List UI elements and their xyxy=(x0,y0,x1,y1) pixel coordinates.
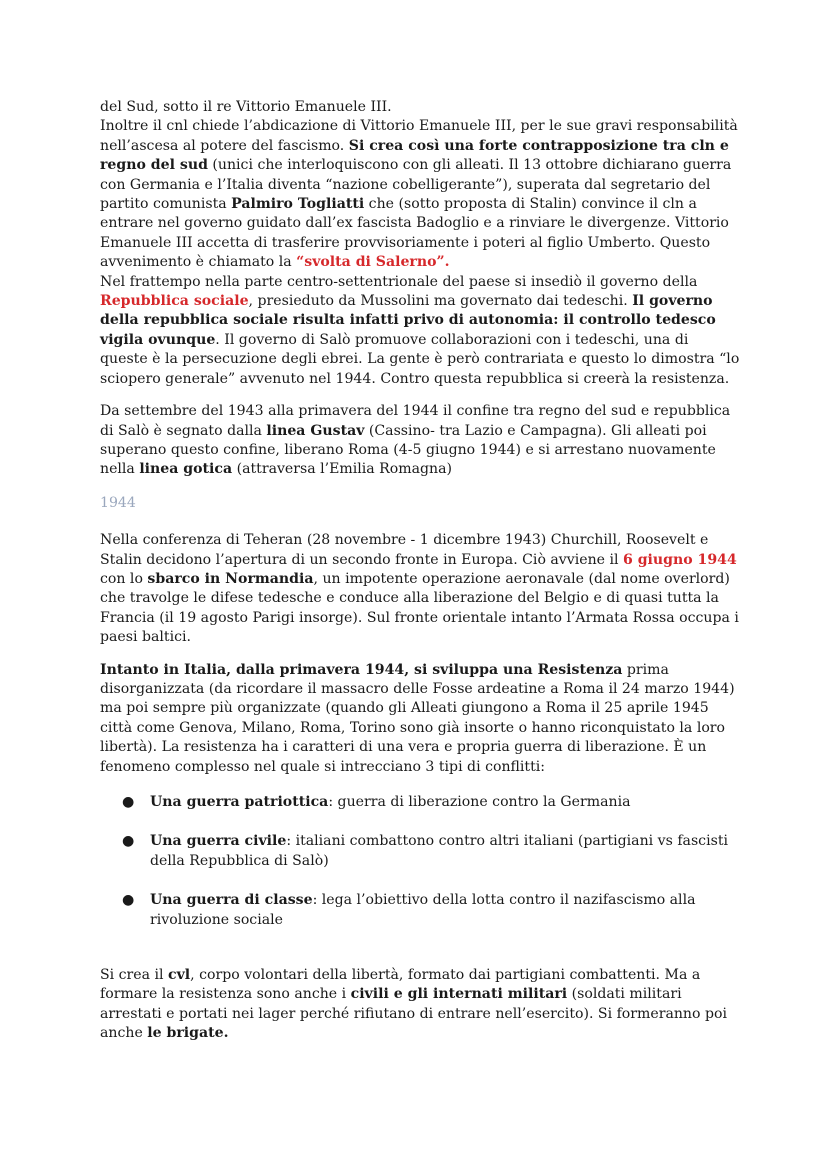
text: . Il governo di Salò promuove collaborazioni con i tedeschi, una di queste è la persecuzione degli ebrei. La gente è però contrariata e questo lo dimostra “lo sciopero generale” avvenuto nel 1944. Contro questa repubblica si creerà la resistenza. xyxy=(100,331,740,387)
bold-text: le brigate. xyxy=(147,1025,229,1042)
paragraph-resistenza xyxy=(100,661,740,777)
list-item xyxy=(100,793,740,812)
paragraph-normandia xyxy=(100,531,740,647)
text: : guerra di liberazione contro la Germania xyxy=(328,794,631,810)
bold-text: Si crea così una forte contrapposizione tra cln e regno del sud xyxy=(100,137,729,174)
bold-text: civili e gli internati militari xyxy=(350,986,568,1003)
text: Nel frattempo nella parte centro-settentrionale del paese si insediò il governo della xyxy=(100,273,698,290)
bold-text: Il governo della repubblica sociale risulta infatti privo di autonomia: il controllo tedesco vigila ovunque xyxy=(100,293,716,348)
text: (attraversa l’Emilia Romagna) xyxy=(232,461,453,478)
bold-text: Una guerra di classe xyxy=(150,892,313,909)
text: Nella conferenza di Teheran (28 novembre - 1 dicembre 1943) Churchill, Roosevelt e Stalin decidono l’apertura di un secondo fronte in Europa. Ciò avviene il xyxy=(100,532,709,568)
paragraph-cln xyxy=(100,98,740,389)
text: : italiani combattono contro altri italiani (partigiani vs fascisti della Repubblica di Salò) xyxy=(150,833,728,869)
text: Da settembre del 1943 alla primavera del 1944 il confine tra regno del sud e repubblica di Salò è segnato dalla xyxy=(100,403,731,439)
text: , corpo volontari della libertà, formato dai partigiani combattenti. Ma a formare la resistenza sono anche i xyxy=(100,967,701,1003)
bold-text: Una guerra civile xyxy=(150,833,287,850)
paragraph-cvl xyxy=(100,966,740,1044)
bold-text: cvl xyxy=(168,967,191,984)
document-page xyxy=(100,98,740,1044)
paragraph-gustav xyxy=(100,402,740,480)
highlight-text: 6 giugno 1944 xyxy=(622,551,737,568)
text: Inoltre il cnl chiede l’abdicazione di Vittorio Emanuele III, per le sue gravi responsabilità nell’ascesa al potere del fascismo. xyxy=(100,118,738,154)
text: , presieduto da Mussolini ma governato dai tedeschi. xyxy=(248,293,633,310)
bullet-icon: ● xyxy=(122,833,135,850)
bold-text: linea gotica xyxy=(139,461,233,478)
bullet-icon: ● xyxy=(122,892,135,909)
bullet-icon: ● xyxy=(122,794,135,810)
list-item xyxy=(100,891,740,930)
highlight-text: “svolta di Salerno”. xyxy=(296,254,450,271)
text: (Cassino- tra Lazio e Campagna). Gli alleati poi superano questo confine, liberano Roma (4-5 giugno 1944) e si arrestano nuovamente nella xyxy=(100,422,716,478)
text: Si crea il xyxy=(100,967,168,984)
text: , un impotente operazione aeronavale (dal nome overlord) che travolge le difese tedesche e conduce alla liberazione del Belgio e di quasi tutta la Francia (il 19 agosto Parigi insorge). Sul fronte orientale intanto l’Armata Rossa occupa i paesi baltici. xyxy=(100,570,739,646)
text: : lega l’obiettivo della lotta contro il nazifascismo alla rivoluzione sociale xyxy=(150,892,696,928)
list-item xyxy=(100,832,740,871)
text: che (sotto proposta di Stalin) convince il cln a entrare nel governo guidato dall’ex fascista Badoglio e a rinviare le divergenze. Vittorio Emanuele III accetta di trasferire provvisoriamente i poteri al figlio Umberto. Questo avvenimento è chiamato la xyxy=(100,196,729,271)
text: del Sud, sotto il re Vittorio Emanuele III. xyxy=(100,99,392,115)
bold-text: Palmiro Togliatti xyxy=(231,196,365,213)
text: prima disorganizzata (da ricordare il massacro delle Fosse ardeatine a Roma il 24 marzo 1944) ma poi sempre più organizzate (quando gli Alleati giungono a Roma il 25 aprile 1945 città come Genova, Milano, Roma, Torino sono già insorte o hanno riconquistato la loro libertà). La resistenza ha i caratteri di una vera e propria guerra di liberazione. È un fenomeno complesso nel quale si intrecciano 3 tipi di conflitti: xyxy=(100,661,735,775)
text: (soldati militari arrestati e portati nei lager perché rifiutano di entrare nell’esercito). Si formeranno poi anche xyxy=(100,986,727,1042)
bold-text: linea Gustav xyxy=(266,422,365,439)
section-heading-1944: 1944 xyxy=(100,494,136,511)
highlight-text: Repubblica sociale xyxy=(100,293,249,310)
bold-text: sbarco in Normandia xyxy=(147,570,314,587)
text: con lo xyxy=(100,570,148,587)
conflict-list xyxy=(100,793,740,930)
bold-text: Intanto in Italia, dalla primavera 1944, si sviluppa una Resistenza xyxy=(100,661,623,678)
bold-text: Una guerra patriottica xyxy=(150,794,329,810)
text: (unici che interloquiscono con gli alleati. Il 13 ottobre dichiarano guerra con Germania e l’Italia diventa “nazione cobelligerante”), superata dal segretario del partito comunista xyxy=(100,157,732,213)
